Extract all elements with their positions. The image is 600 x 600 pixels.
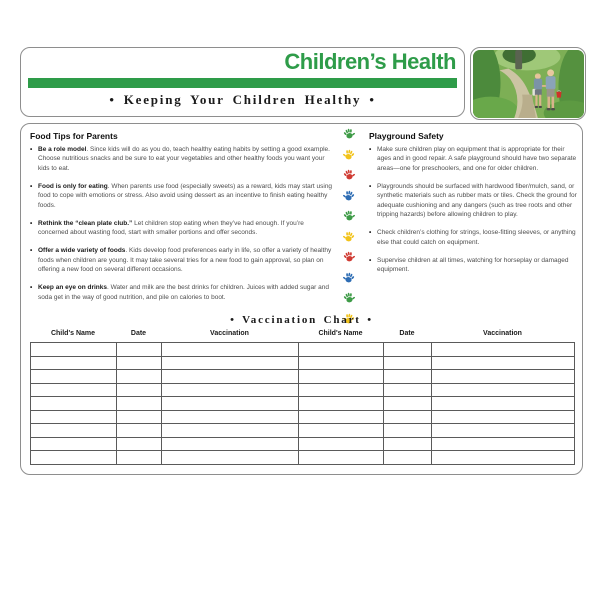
table-cell-blank	[384, 397, 432, 411]
table-cell-blank	[162, 424, 299, 438]
food-tips-section	[30, 131, 336, 311]
vaccination-chart-heading: • Vaccination Chart •	[230, 314, 373, 326]
table-row	[31, 424, 575, 438]
bullet-icon: •	[30, 146, 33, 153]
table-row	[31, 343, 575, 357]
table-row	[31, 383, 575, 397]
table-cell-blank	[432, 410, 575, 424]
table-row	[31, 356, 575, 370]
table-cell-blank	[117, 437, 162, 451]
food-tip-text: . Kids develop food preferences early in life, so offer a variety of healthy foods when children are young. It may take several tries for a new food to gain approval, so plan on offering a new food on several different occasions.	[38, 247, 332, 274]
vaccination-table-header	[30, 330, 574, 337]
table-cell-blank	[299, 437, 384, 451]
playground-safety-text: Check children’s clothing for strings, loose-fitting sleeves, or anything else that could catch on equipment.	[377, 229, 576, 246]
table-cell-blank	[432, 370, 575, 384]
table-row	[31, 370, 575, 384]
handprint-icon-green	[341, 290, 358, 307]
food-tip-lead: Food is only for eating	[38, 182, 108, 190]
handprint-icon-green	[341, 126, 358, 143]
food-tip-item	[30, 219, 336, 238]
handprint-icon-yellow	[341, 228, 358, 245]
table-cell-blank	[162, 397, 299, 411]
vaccination-table	[30, 342, 575, 465]
table-cell-blank	[31, 370, 117, 384]
bullet-icon: •	[30, 284, 33, 292]
food-tip-lead: Rethink the “clean plate club.”	[38, 219, 133, 227]
table-cell-blank	[162, 370, 299, 384]
table-cell-blank	[31, 356, 117, 370]
food-tip-text: . Water and milk are the best drinks for children. Juices with added sugar and soda get in the way of good nutrition, and pile on calories to boot.	[38, 284, 329, 301]
table-cell-blank	[432, 424, 575, 438]
table-cell-blank	[31, 397, 117, 411]
table-row	[31, 397, 575, 411]
table-cell-blank	[117, 451, 162, 465]
table-cell-blank	[31, 410, 117, 424]
photo-image	[473, 50, 584, 118]
table-cell-blank	[432, 356, 575, 370]
handprint-icon-red	[341, 249, 358, 266]
table-cell-blank	[384, 356, 432, 370]
bullet-icon: •	[30, 219, 33, 227]
handprint-icon-blue	[341, 187, 358, 204]
children-walking-photo	[470, 47, 586, 120]
bullet-icon: •	[369, 229, 372, 237]
table-cell-blank	[31, 437, 117, 451]
food-tip-lead: Be a role model	[38, 146, 87, 153]
table-cell-blank	[384, 383, 432, 397]
playground-safety-item	[369, 145, 579, 173]
column-header-childs-name: Child's Name	[318, 330, 363, 337]
bullet-icon: •	[30, 247, 33, 255]
table-cell-blank	[432, 397, 575, 411]
playground-safety-item	[369, 256, 579, 275]
food-tip-lead: Offer a wide variety of foods	[38, 247, 126, 255]
column-header-vaccination: Vaccination	[483, 330, 522, 337]
bullet-icon: •	[369, 182, 372, 190]
header-card	[20, 47, 465, 117]
table-cell-blank	[432, 451, 575, 465]
table-cell-blank	[117, 343, 162, 357]
table-cell-blank	[31, 343, 117, 357]
table-cell-blank	[299, 356, 384, 370]
bullet-icon: •	[369, 256, 372, 264]
column-header-date: Date	[399, 330, 415, 337]
table-cell-blank	[299, 343, 384, 357]
tagline: • Keeping Your Children Healthy •	[109, 92, 376, 107]
playground-safety-heading: Playground Safety	[369, 131, 444, 141]
vaccination-table-body	[31, 343, 575, 465]
table-cell-blank	[384, 370, 432, 384]
table-cell-blank	[162, 383, 299, 397]
table-cell-blank	[384, 451, 432, 465]
food-tips-heading: Food Tips for Parents	[30, 131, 118, 141]
food-tip-item	[30, 283, 336, 302]
table-cell-blank	[117, 397, 162, 411]
food-tip-lead: Keep an eye on drinks	[38, 284, 107, 292]
table-cell-blank	[31, 451, 117, 465]
table-cell-blank	[299, 410, 384, 424]
table-cell-blank	[299, 424, 384, 438]
table-cell-blank	[384, 424, 432, 438]
accent-bar	[28, 78, 457, 88]
table-cell-blank	[162, 410, 299, 424]
table-row	[31, 451, 575, 465]
column-header-date: Date	[130, 330, 147, 337]
table-cell-blank	[117, 356, 162, 370]
food-tip-text: . Since kids will do as you do, teach healthy eating habits by setting a good example. Choose nutritious snacks and be sure to eat your vegetables and other healthy foods you want your kids to eat.	[38, 146, 330, 172]
table-row	[31, 410, 575, 424]
table-cell-blank	[384, 410, 432, 424]
table-cell-blank	[299, 397, 384, 411]
bullet-icon: •	[369, 146, 372, 153]
playground-safety-item	[369, 182, 579, 220]
playground-safety-section	[369, 131, 579, 283]
food-tip-item	[30, 246, 336, 274]
food-tip-item	[30, 145, 336, 173]
playground-safety-text: Supervise children at all times, watching for horseplay or damaged equipment.	[377, 256, 569, 274]
table-cell-blank	[384, 343, 432, 357]
food-tip-item	[30, 182, 336, 210]
bullet-icon: •	[30, 182, 33, 190]
playground-safety-text: Make sure children play on equipment that is appropriate for their ages and in good repair. A safe playground should have two separate areas—one for preschoolers, and one for older children.	[377, 146, 577, 172]
table-cell-blank	[299, 370, 384, 384]
table-cell-blank	[117, 424, 162, 438]
handprint-icon-blue	[341, 269, 358, 286]
handprint-column	[342, 127, 360, 332]
table-cell-blank	[117, 383, 162, 397]
column-header-vaccination: Vaccination	[210, 330, 249, 337]
main-card	[20, 123, 583, 475]
table-cell-blank	[162, 451, 299, 465]
handprint-icon-yellow	[341, 146, 358, 163]
table-cell-blank	[117, 370, 162, 384]
table-cell-blank	[432, 343, 575, 357]
food-tip-text: . When parents use food (especially sweets) as a reward, kids may start using food to cope with emotions or stress. Also avoid using dessert as an incentive to finish eating healthy foods.	[38, 182, 333, 209]
page-title: Children’s Health	[284, 49, 456, 74]
table-cell-blank	[384, 437, 432, 451]
table-cell-blank	[162, 437, 299, 451]
handprint-icon-green	[341, 208, 358, 225]
playground-safety-text: Playgrounds should be surfaced with hardwood fiber/mulch, sand, or synthetic materials such as rubber mats or tiles. Check the ground for adequate cushioning and any dangers (such as tree roots and other tripping hazards) before allowing children to play.	[377, 182, 577, 219]
food-tip-text: Let children stop eating when they’ve had enough. If you’re concerned about wasting food, start with smaller portions and offer seconds.	[38, 219, 304, 237]
handprint-icon-red	[341, 167, 358, 184]
table-cell-blank	[299, 383, 384, 397]
table-cell-blank	[31, 383, 117, 397]
playground-safety-item	[369, 228, 579, 247]
table-cell-blank	[31, 424, 117, 438]
column-header-childs-name: Child's Name	[50, 330, 96, 337]
table-cell-blank	[432, 437, 575, 451]
table-cell-blank	[117, 410, 162, 424]
table-cell-blank	[162, 343, 299, 357]
table-cell-blank	[432, 383, 575, 397]
table-cell-blank	[299, 451, 384, 465]
table-cell-blank	[162, 356, 299, 370]
table-row	[31, 437, 575, 451]
